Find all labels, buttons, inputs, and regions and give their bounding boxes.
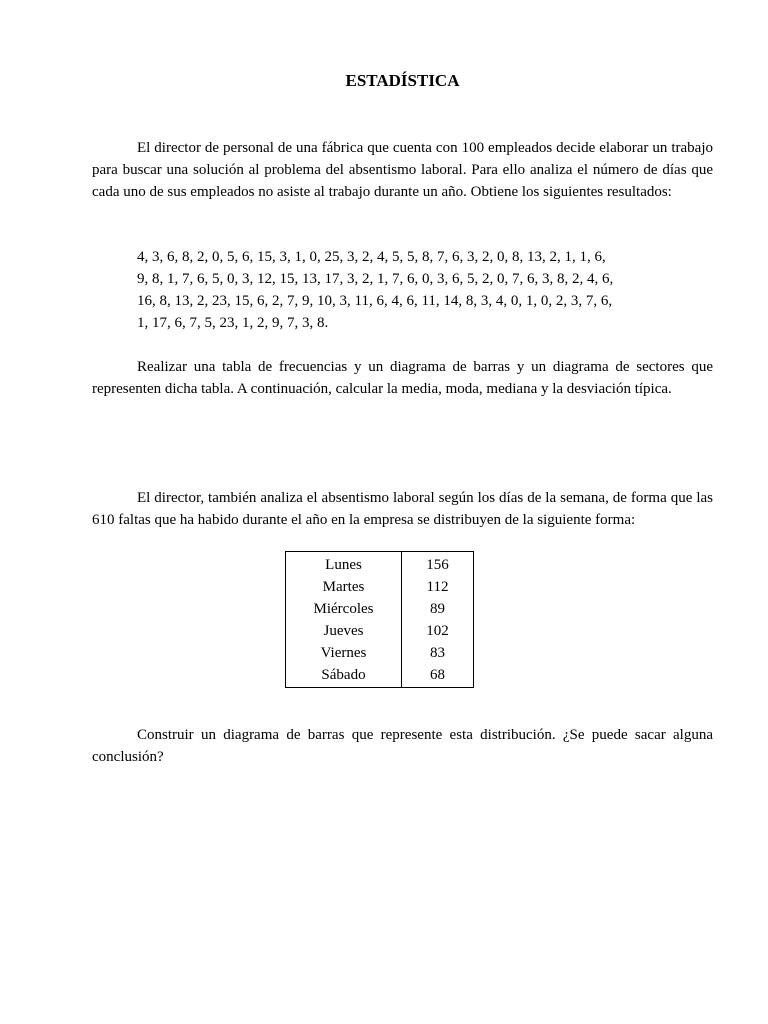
day-cell: Miércoles [286,598,402,620]
count-cell: 112 [426,579,449,595]
data-line: 9, 8, 1, 7, 6, 5, 0, 3, 12, 15, 13, 17, 3, 2, 1, 7, 6, 0, 3, 6, 5, 2, 0, 7, 6, 3, 8, 2, 4, 6, [137,271,614,287]
count-cell: 89 [430,601,445,617]
weekday-absence-table [285,551,474,688]
day-cell: Martes [286,576,402,598]
day-cell: Viernes [286,642,402,664]
day-cell: Lunes [286,552,402,577]
day-cell: Sábado [286,664,402,688]
data-line: 4, 3, 6, 8, 2, 0, 5, 6, 15, 3, 1, 0, 25, 3, 2, 4, 5, 5, 8, 7, 6, 3, 2, 0, 8, 13, 2, 1, 1, 6, [137,249,606,265]
page-title: ESTADÍSTICA [345,71,460,90]
data-line: 16, 8, 13, 2, 23, 15, 6, 2, 7, 9, 10, 3, 11, 6, 4, 6, 11, 14, 8, 3, 4, 0, 1, 0, 2, 3, 7, 6, [137,293,613,309]
data-line: 1, 17, 6, 7, 5, 23, 1, 2, 9, 7, 3, 8. [137,315,329,331]
table-row [286,664,474,688]
task-paragraph-1: Realizar una tabla de frecuencias y un diagrama de barras y un diagrama de sectores que representen dicha tabla. A continuación, calcular la media, moda, mediana y la desviación típica. [92,359,713,397]
intro-paragraph: El director de personal de una fábrica que cuenta con 100 empleados decide elaborar un trabajo para buscar una solución al problema del absentismo laboral. Para ello analiza el número de días que cada uno de sus empleados no asiste al trabajo durante un año. Obtiene los siguientes resultados: [92,140,713,200]
weekday-intro-paragraph: El director, también analiza el absentismo laboral según los días de la semana, de forma que las 610 faltas que ha habido durante el año en la empresa se distribuyen de la siguiente forma: [92,490,713,528]
absence-data-block [137,246,713,334]
count-cell: 83 [430,645,445,661]
task-paragraph-2: Construir un diagrama de barras que represente esta distribución. ¿Se puede sacar alguna conclusión? [92,727,713,765]
table-row [286,598,474,620]
table-row [286,620,474,642]
table-row [286,576,474,598]
count-cell: 102 [426,623,449,639]
table-row [286,642,474,664]
table-row [286,552,474,577]
count-cell: 68 [430,667,445,683]
day-cell: Jueves [286,620,402,642]
count-cell: 156 [426,557,449,573]
